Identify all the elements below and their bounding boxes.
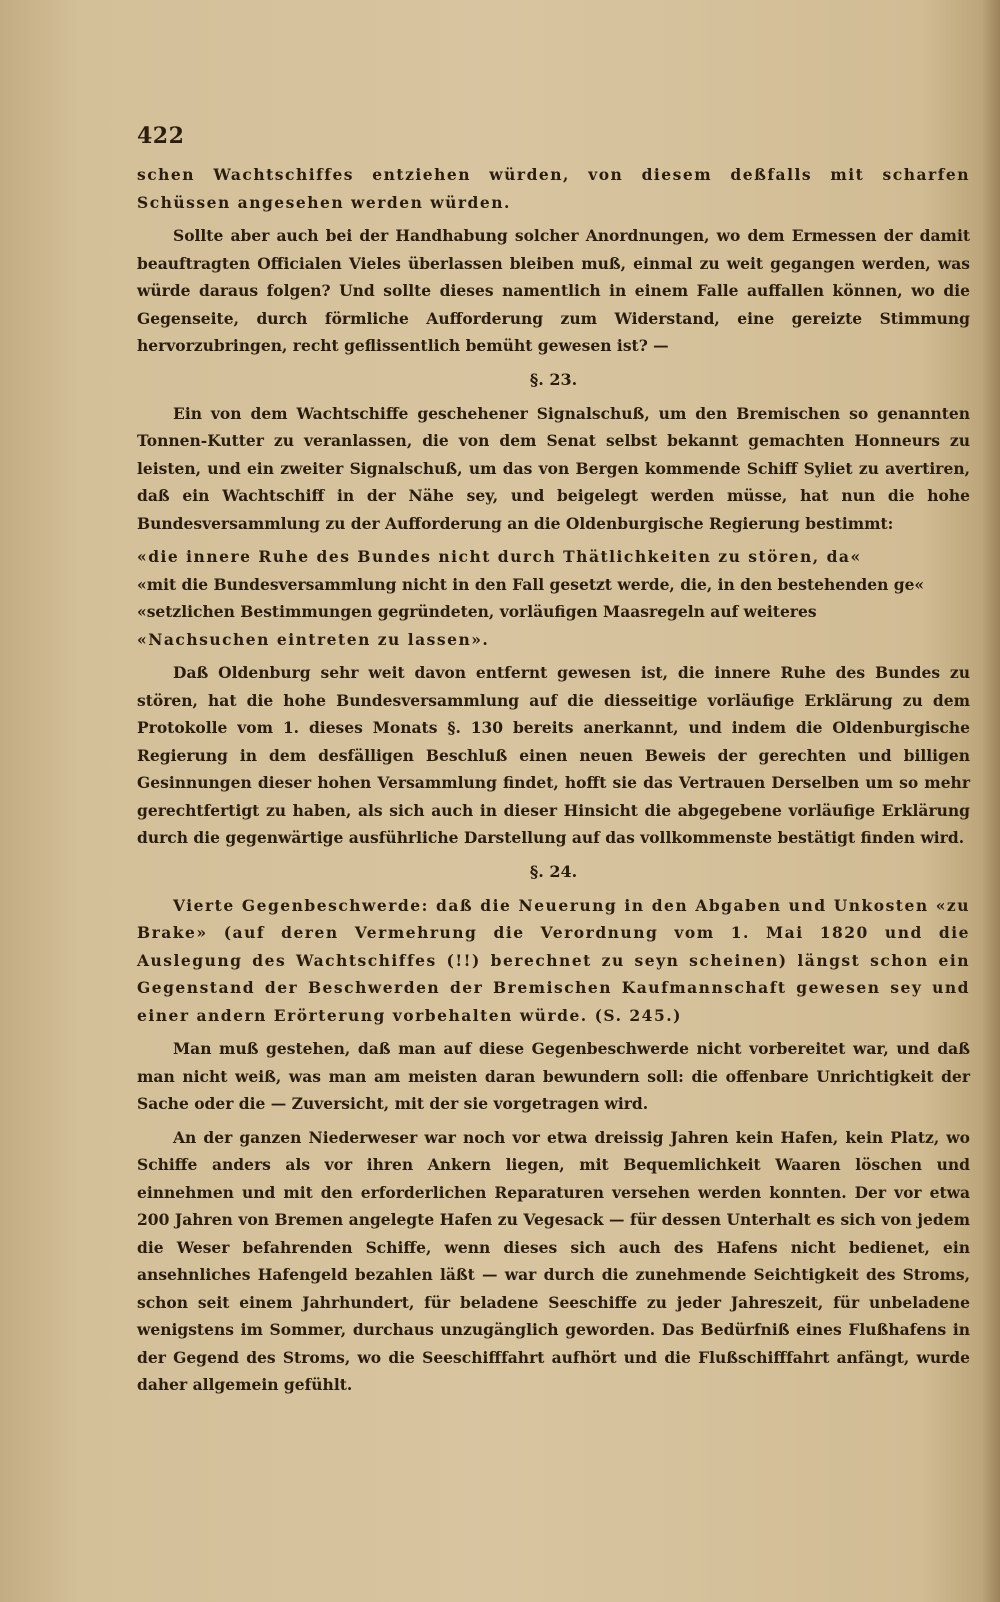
paragraph-24-gegenbeschwerde: Vierte Gegenbeschwerde: daß die Neuerung in den Abgaben und Unkosten «zu Brake» (auf deren Vermehrung die Verordnung vom 1. Mai 1820 und die Auslegung des Wachtschiffes (!!) berechnet zu seyn scheinen) längst schon ein Gegenstand der Beschwerden der Bremischen Kaufmannschaft gewesen sey und einer andern Erörterung vorbehalten würde. (S. 245.) bbox=[137, 895, 970, 1025]
page-content bbox=[137, 123, 970, 1405]
page-number: 422 bbox=[137, 123, 185, 149]
quote-line: «setzlichen Bestimmungen gegründeten, vorläufigen Maasregeln auf weiteres bbox=[137, 602, 817, 621]
section-heading-24: §. 24. bbox=[529, 861, 578, 881]
quote-line: «mit die Bundesversammlung nicht in den Fall gesetzt werde, die, in den bestehenden ge« bbox=[137, 574, 925, 594]
paragraph-23-signal: Ein von dem Wachtschiffe geschehener Signalschuß, um den Bremischen so genannten Tonnen-Kutter zu veranlassen, die von dem Senat selbst bekannt gemachten Honneurs zu leisten, und ein zweiter Signalschuß, um das von Bergen kommende Schiff Syliet zu avertiren, daß ein Wachtschiff in der Nähe sey, und beigelegt werden müsse, hat nun die hohe Bundesversammlung zu der Aufforderung an die Oldenburgische Regierung bestimmt: bbox=[137, 403, 970, 533]
paragraph-intro: schen Wachtschiffes entziehen würden, von diesem deßfalls mit scharfen Schüssen angesehen werden würden. bbox=[137, 165, 970, 212]
quote-line: «Nachsuchen eintreten zu lassen». bbox=[137, 629, 490, 649]
paragraph-23-oldenburg: Daß Oldenburg sehr weit davon entfernt gewesen ist, die innere Ruhe des Bundes zu stören, hat die hohe Bundesversammlung auf die diesseitige vorläufige Erklärung zu dem Protokolle vom 1. dieses Monats §. 130 bereits anerkannt, und indem die Oldenburgische Regierung in dem desfälligen Beschluß einen neuen Beweis der gerechten und billigen Gesinnungen dieser hohen Versammlung findet, hofft sie das Vertrauen Derselben um so mehr gerechtfertigt zu haben, als sich auch in dieser Hinsicht die abgegebene vorläufige Erklärung durch die gegenwärtige ausführliche Darstellung auf das vollkommenste bestätigt finden wird. bbox=[137, 663, 970, 847]
section-heading-23: §. 23. bbox=[529, 369, 578, 389]
paragraph-24-niederweser: An der ganzen Niederweser war noch vor etwa dreissig Jahren kein Hafen, kein Platz, wo Schiffe anders als vor ihren Ankern liegen, mit Bequemlichkeit Waaren löschen und einnehmen und mit den erforderlichen Reparaturen versehen werden konnten. Der vor etwa 200 Jahren von Bremen angelegte Hafen zu Vegesack — für dessen Unterhalt es sich von jedem die Weser befahrenden Schiffe, wenn dieses sich auch des Hafens nicht bedienet, ein ansehnliches Hafengeld bezahlen läßt — war durch die zunehmende Seichtigkeit des Stroms, schon seit einem Jahrhundert, für beladene Seeschiffe zu jeder Jahreszeit, für unbeladene wenigstens im Sommer, durchaus unzugänglich geworden. Das Bedürfniß eines Flußhafens in der Gegend des Stroms, wo die Seeschifffahrt aufhört und die Flußschifffahrt anfängt, wurde daher allgemein gefühlt. bbox=[137, 1127, 970, 1394]
quote-block bbox=[137, 543, 970, 653]
paragraph-24-gestehen: Man muß gestehen, daß man auf diese Gegenbeschwerde nicht vorbereitet war, und daß man nicht weiß, was man am meisten daran bewundern soll: die offenbare Unrichtigkeit der Sache oder die — Zuversicht, mit der sie vorgetragen wird. bbox=[137, 1039, 970, 1113]
paragraph-question: Sollte aber auch bei der Handhabung solcher Anordnungen, wo dem Ermessen der damit beauftragten Officialen Vieles überlassen bleiben muß, einmal zu weit gegangen werden, was würde daraus folgen? Und sollte dieses namentlich in einem Falle auffallen können, wo die Gegenseite, durch förmliche Aufforderung zum Widerstand, eine gereizte Stimmung hervorzubringen, recht geflissentlich bemüht gewesen ist? — bbox=[137, 226, 970, 355]
quote-line: «die innere Ruhe des Bundes nicht durch Thätlichkeiten zu stören, da« bbox=[137, 547, 862, 566]
